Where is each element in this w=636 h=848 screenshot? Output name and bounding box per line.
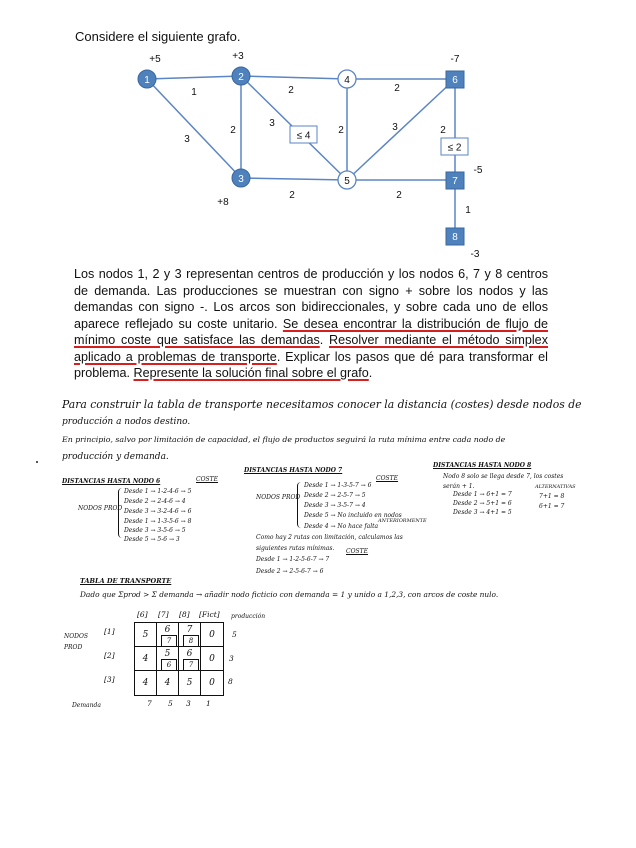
network-graph xyxy=(0,0,636,265)
d7-note-2: siguientes rutas mínimas. xyxy=(256,545,335,552)
cost-5-6: 3 xyxy=(392,122,398,133)
table-cell: 6 xyxy=(157,623,179,647)
margin-mark xyxy=(36,461,38,463)
d6-row-3: Desde 3 → 3-2-4-6 → 6 xyxy=(124,508,192,515)
d6-row-2: Desde 2 → 2-4-6 → 4 xyxy=(124,498,186,505)
node-4-label: 4 xyxy=(344,75,350,86)
table-cell: 5 xyxy=(179,671,201,695)
cost-7-8: 1 xyxy=(465,205,471,216)
statement-part-1: Los nodos 1, 2 y 3 representan centros de producción y los nodos 6, 7 y 8 centros de demanda. Las producciones se muestran con signo + sobre los nodos y las demandas con signo -. Los arcos son bidireccionales, y sobre cada uno de ellos aparece reflejado su coste unitario. xyxy=(74,267,548,331)
d7-row-2: Desde 2 → 2-5-7 → 5 xyxy=(304,492,366,499)
d7-note-coste: COSTE xyxy=(346,548,369,555)
d8-intro-1: Nodo 8 solo se llega desde 7, los costes xyxy=(443,473,564,480)
d6-title: DISTANCIAS HASTA NODO 6 xyxy=(62,478,161,485)
d8-row-3: Desde 3 → 4+1 = 5 xyxy=(453,509,512,516)
table-cell: 4 xyxy=(135,671,157,695)
table-cell: 0 xyxy=(209,678,215,688)
d6-brace xyxy=(118,488,123,538)
capacity-label-2: ≤ 2 xyxy=(447,142,462,154)
table-cell: 5 xyxy=(135,623,157,647)
cost-2-5: 3 xyxy=(269,118,275,129)
hw-line-3: En principio, salvo por limitación de capacidad, el flujo de productos seguirá la ruta mínima entre cada nodo de xyxy=(62,435,506,444)
demand-8: 3 xyxy=(186,699,191,708)
d7-row-4: Desde 5 → No incluido en nodos xyxy=(304,512,402,519)
node-6-label: 6 xyxy=(452,75,458,86)
hw-line-1: Para construir la tabla de transporte necesitamos conocer la distancia (costes) desde nodos de xyxy=(62,398,582,411)
side-label-2: PROD xyxy=(64,644,83,651)
edge-2-4 xyxy=(241,76,347,79)
hw-line-2: producción a nodos destino. xyxy=(62,417,191,427)
node-1-supply: +5 xyxy=(149,54,161,65)
d8-title: DISTANCIAS HASTA NODO 8 xyxy=(433,462,532,469)
col-header-8: [8] xyxy=(179,610,190,619)
row-label-2: [2] xyxy=(104,651,115,660)
demand-6: 7 xyxy=(147,699,152,708)
table-title: TABLA DE TRANSPORTE xyxy=(80,577,172,585)
d7-annot: ANTERIORMENTE xyxy=(378,518,427,524)
node-2-supply: +3 xyxy=(232,51,244,62)
prod-value-3: 8 xyxy=(228,677,233,686)
hw-line-4: producción y demanda. xyxy=(62,452,169,462)
col-header-7: [7] xyxy=(158,610,169,619)
cost-4-6: 2 xyxy=(394,83,400,94)
col-header-6: [6] xyxy=(137,610,148,619)
capacity-box-1 xyxy=(290,126,317,143)
col-header-fict: [Fict] xyxy=(199,610,220,619)
table-cell: 6 xyxy=(179,647,201,671)
table-cell: 5 xyxy=(157,647,179,671)
prod-header: producción xyxy=(231,613,266,620)
problem-statement xyxy=(74,266,548,382)
table-cell: 4 xyxy=(157,671,179,695)
node-1-label: 1 xyxy=(144,75,150,86)
prod-value-2: 3 xyxy=(229,654,234,663)
d6-side: NODOS PROD xyxy=(78,505,123,512)
statement-underline-3: Represente la solución final sobre el grafo xyxy=(133,366,369,380)
edge-1-2 xyxy=(147,76,241,79)
node-5-label: 5 xyxy=(344,176,350,187)
d7-note-1: Como hay 2 rutas con limitación, calculamos las xyxy=(256,534,403,541)
cost-1-2: 1 xyxy=(191,87,197,98)
side-label-1: NODOS xyxy=(64,633,89,640)
demand-7: 5 xyxy=(168,699,173,708)
d6-alt-1: Desde 1 → 1-3-5-6 → 8 xyxy=(124,518,192,525)
row-label-1: [1] xyxy=(104,627,115,636)
table-cell: 0 xyxy=(201,623,223,647)
d7-row-1: Desde 1 → 1-3-5-7 → 6 xyxy=(304,482,372,489)
d7-extra-2: Desde 2 → 2-5-6-7 → 6 xyxy=(256,568,324,575)
cost-4-5: 2 xyxy=(338,125,344,136)
cost-3-5: 2 xyxy=(289,190,295,201)
cost-1-3: 3 xyxy=(184,134,190,145)
d7-title: DISTANCIAS HASTA NODO 7 xyxy=(244,467,343,474)
intro-text: Considere el siguiente grafo. xyxy=(75,29,241,44)
node-6-supply: -7 xyxy=(450,54,460,65)
demand-label: Demanda xyxy=(72,702,101,709)
statement-underline-1: Se desea encontrar la distribución de flujo de mínimo coste que satisface las demandas xyxy=(74,316,548,347)
cost-5-7: 2 xyxy=(396,190,402,201)
table-subcell: 6 xyxy=(161,659,177,671)
node-7-label: 7 xyxy=(452,176,458,187)
d8-row-1: Desde 1 → 6+1 = 7 xyxy=(453,491,512,498)
node-8-supply: -3 xyxy=(470,249,480,260)
node-2-label: 2 xyxy=(238,72,244,83)
edge-3-5 xyxy=(241,178,347,180)
d8-alt-2: 6+1 = 7 xyxy=(539,503,565,510)
d7-row-3: Desde 3 → 3-5-7 → 4 xyxy=(304,502,366,509)
d6-alt-3: Desde 5 → 5-6 → 3 xyxy=(124,536,180,543)
d8-alt-1: 7+1 = 8 xyxy=(539,493,565,500)
capacity-box-2 xyxy=(441,138,468,155)
d6-coste: COSTE xyxy=(196,476,219,483)
d8-intro-2: serán + 1. xyxy=(443,483,475,490)
d8-alt-title: ALTERNATIVAS xyxy=(535,484,576,490)
d7-coste: COSTE xyxy=(376,475,399,482)
cost-6-7: 2 xyxy=(440,125,446,136)
prod-value-1: 5 xyxy=(232,630,237,639)
d7-row-5: Desde 4 → No hace falta xyxy=(304,523,379,530)
capacity-label-1: ≤ 4 xyxy=(296,130,311,142)
d6-row-1: Desde 1 → 1-2-4-6 → 5 xyxy=(124,488,192,495)
d6-alt-2: Desde 3 → 3-5-6 → 5 xyxy=(124,527,186,534)
statement-part-2: . xyxy=(319,333,329,347)
table-subcell: 7 xyxy=(183,659,199,671)
statement-part-4: . xyxy=(368,366,373,380)
node-8-label: 8 xyxy=(452,232,458,243)
table-cell: 0 xyxy=(201,647,223,671)
cost-2-3: 2 xyxy=(230,125,236,136)
node-3-supply: +8 xyxy=(217,197,229,208)
node-3-label: 3 xyxy=(238,174,244,185)
table-desc: Dado que Σprod > Σ demanda → añadir nodo ficticio con demanda = 1 y unido a 1,2,3, con arcos de coste nulo. xyxy=(80,590,499,599)
d8-row-2: Desde 2 → 5+1 = 6 xyxy=(453,500,512,507)
statement-part-3: . Explicar los pasos que dé para transformar el problema. xyxy=(74,349,548,380)
d7-extra-1: Desde 1 → 1-2-5-6-7 → 7 xyxy=(256,556,330,563)
table-cell: 4 xyxy=(135,647,157,671)
d7-brace xyxy=(297,482,302,528)
table-subcell: 8 xyxy=(183,635,199,647)
table-subcell: 7 xyxy=(161,635,177,647)
node-7-supply: -5 xyxy=(473,165,483,176)
statement-underline-2: Resolver mediante el método simplex aplicado a problemas de transporte xyxy=(74,333,548,364)
transport-table xyxy=(134,622,224,696)
table-cell: 7 xyxy=(179,623,201,647)
cost-2-4: 2 xyxy=(288,85,294,96)
row-label-3: [3] xyxy=(104,675,115,684)
demand-fict: 1 xyxy=(206,699,211,708)
d7-side: NODOS PROD xyxy=(256,494,301,501)
edge-5-6 xyxy=(347,79,455,180)
